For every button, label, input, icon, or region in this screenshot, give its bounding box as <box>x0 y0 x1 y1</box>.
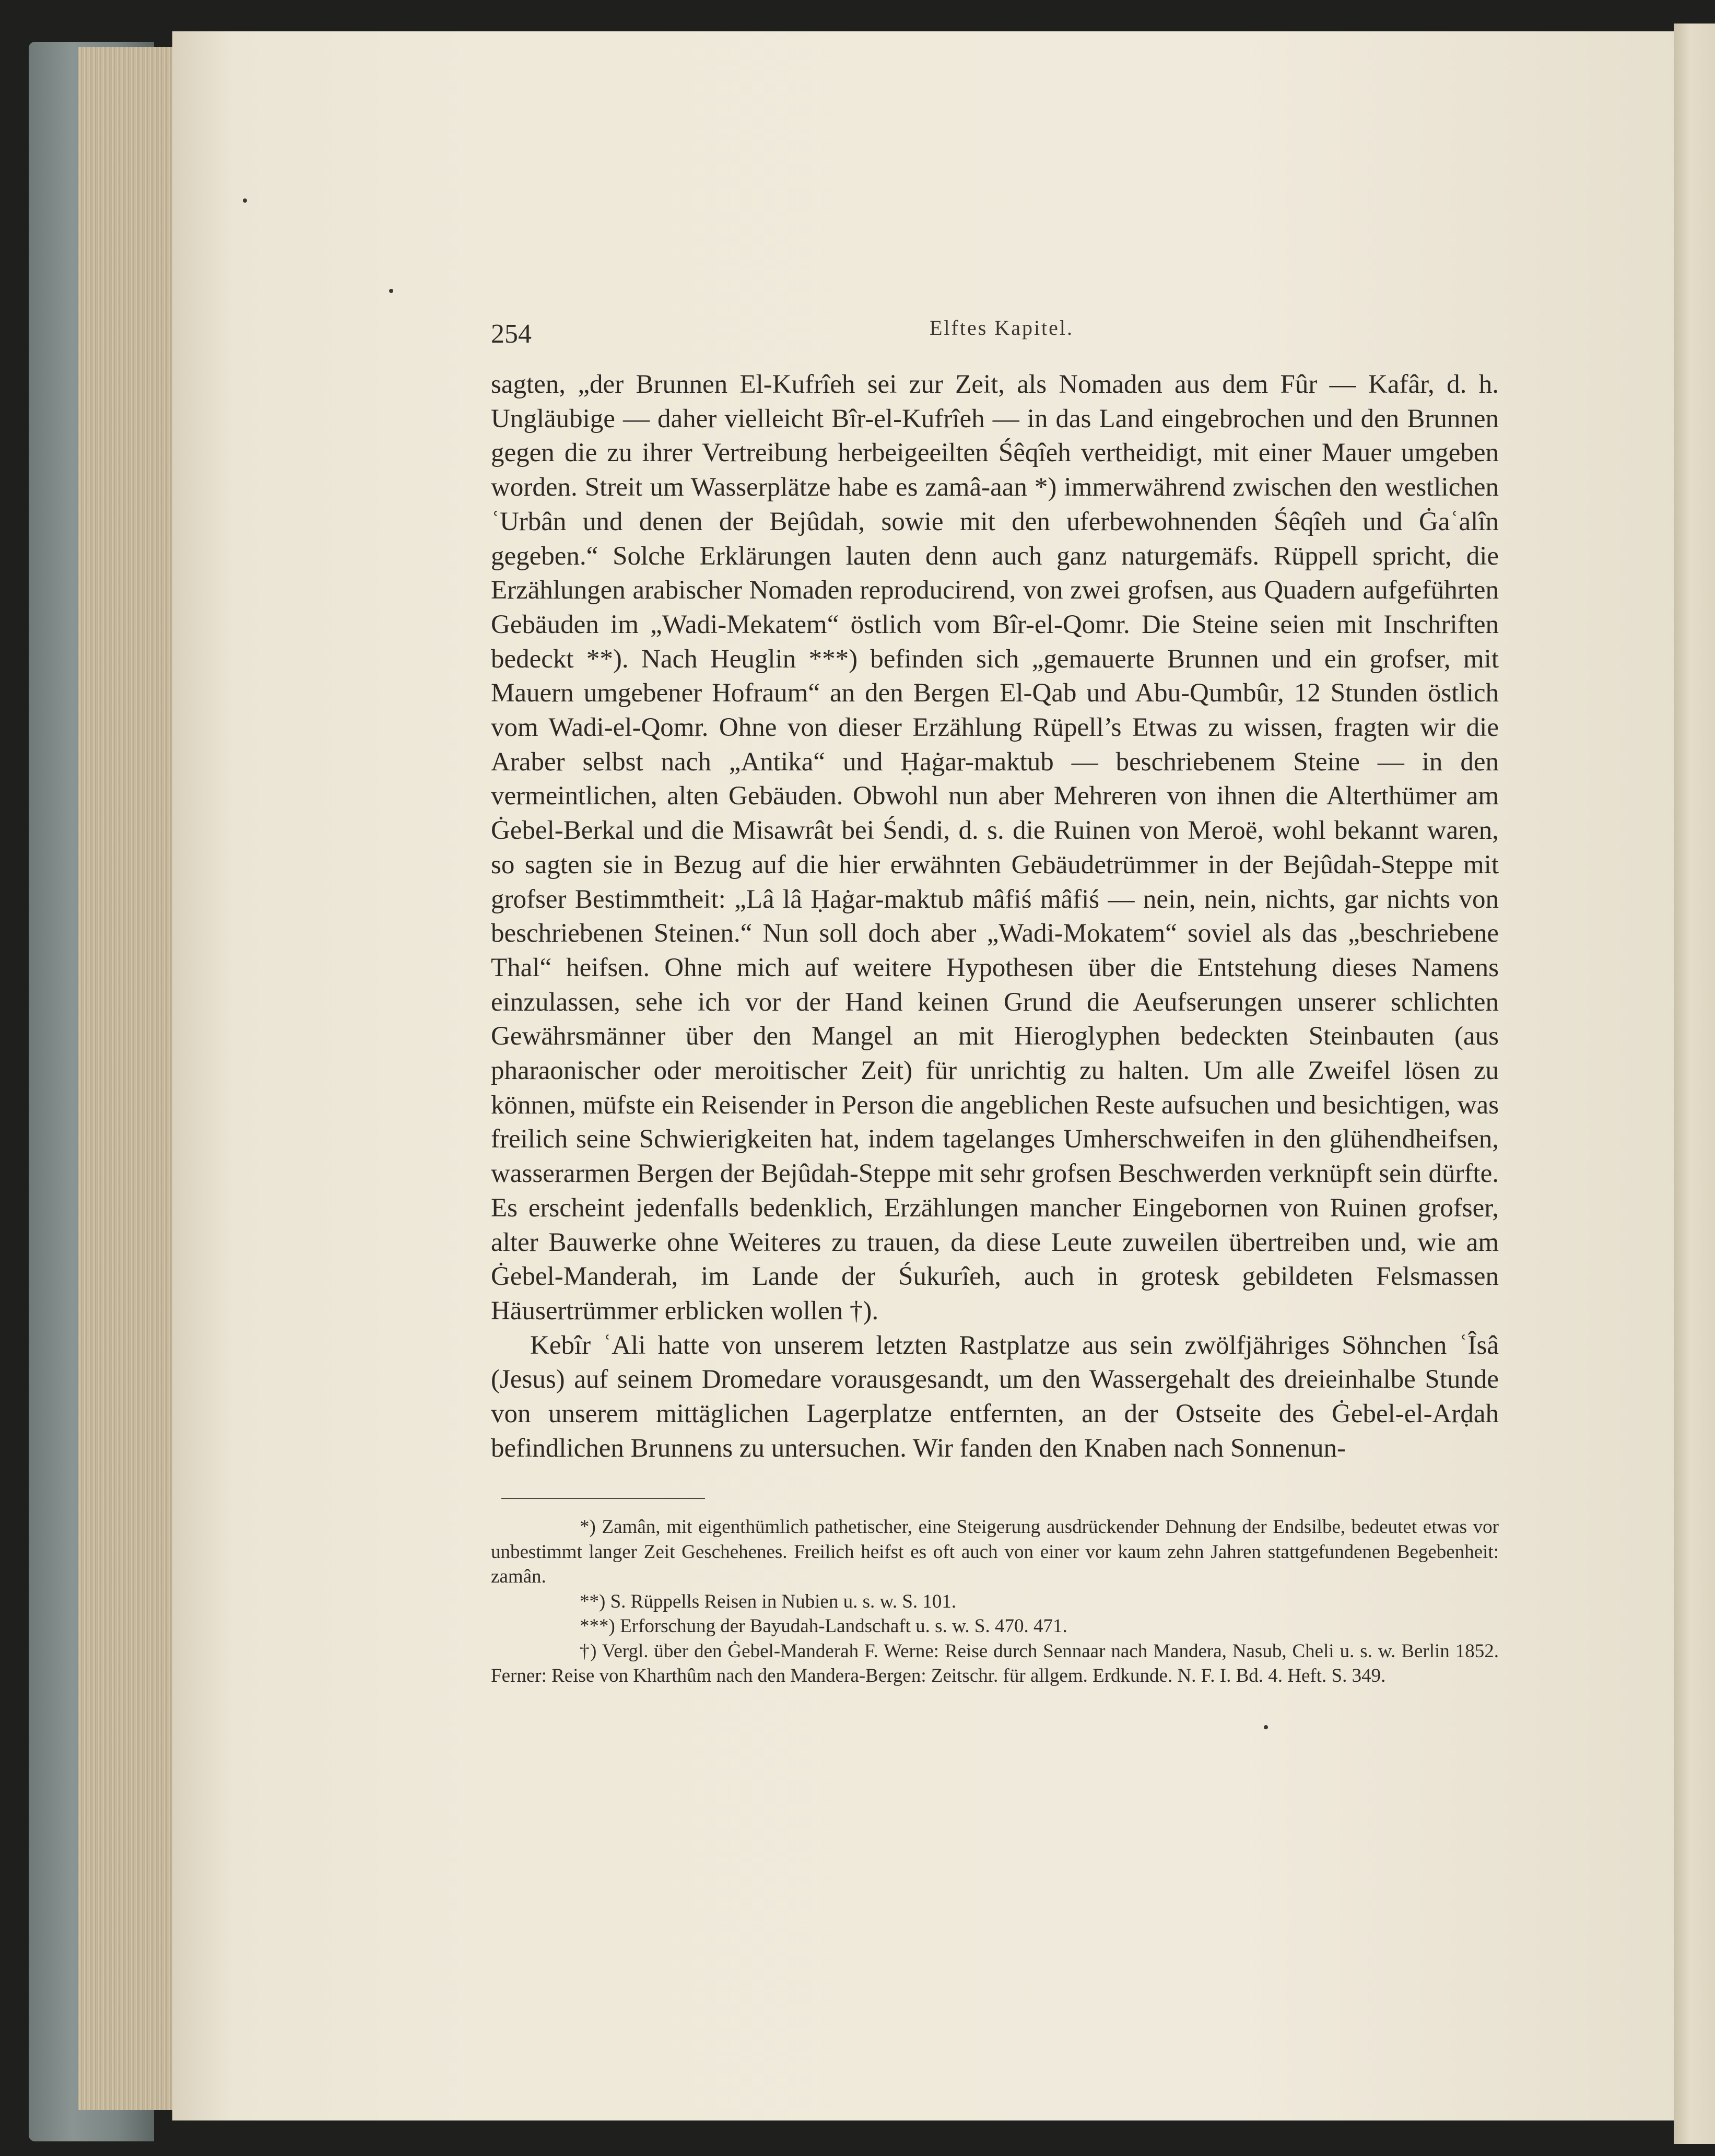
page-number: 254 <box>491 319 532 349</box>
footnotes <box>491 1515 1499 1689</box>
running-head: Elftes Kapitel. <box>930 316 1074 339</box>
footnote-2: **) S. Rüppells Reisen in Nubien u. s. w. S. 101. <box>580 1590 957 1612</box>
paper-speck <box>243 198 247 203</box>
footnote-1: *) Zamân, mit eigenthümlich pathetischer, eine Steigerung ausdrückender Dehnung der Endsilbe, bedeutet etwas vor unbestimmt langer Zeit Geschehenes. Freilich heifst es oft auch von einer vor kaum zehn Jahren stattgefundenen Begebenheit: zamân. <box>491 1516 1499 1587</box>
footnote-4: †) Vergl. über den Ġebel-Manderah F. Werne: Reise durch Sennaar nach Mandera, Nasub, Cheli u. s. w. Berlin 1852. Ferner: Reise von Kharthûm nach den Mandera-Bergen: Zeitschr. für allgem. Erdkunde. N. F. I. Bd. 4. Heft. S. 349. <box>491 1640 1499 1686</box>
footnote-divider <box>501 1498 705 1499</box>
paragraph-1: sagten, „der Brunnen El-Kufrîeh sei zur Zeit, als Nomaden aus dem Fûr — Kafâr, d. h. Ungläubige — daher vielleicht Bîr-el-Kufrîeh — in das Land eingebrochen und den Brunnen gegen die zu ihrer Vertreibung herbeigeeilten Śêqîeh vertheidigt, mit einer Mauer umgeben worden. Streit um Wasserplätze habe es zamâ-aan *) immerwährend zwischen den westlichen ʿUrbân und denen der Bejûdah, sowie mit den uferbewohnenden Śêqîeh und Ġaʿalîn gegeben.“ Solche Erklärungen lauten denn auch ganz naturgemäfs. Rüppell spricht, die Erzählungen arabischer Nomaden reproducirend, von zwei grofsen, aus Quadern aufgeführten Gebäuden im „Wadi-Mekatem“ östlich vom Bîr-el-Qomr. Die Steine seien mit Inschriften bedeckt **). Nach Heuglin ***) befinden sich „gemauerte Brunnen und ein grofser, mit Mauern umgebener Hofraum“ an den Bergen El-Qab und Abu-Qumbûr, 12 Stunden östlich vom Wadi-el-Qomr. Ohne von dieser Erzählung Rüpell’s Etwas zu wissen, fragten wir die Araber selbst nach „Antika“ und Ḥaġar-maktub — beschriebenem Steine — in den vermeintlichen, alten Gebäuden. Obwohl nun aber Mehreren von ihnen die Alterthümer am Ġebel-Berkal und die Misawrât bei Śendi, d. s. die Ruinen von Meroë, wohl bekannt waren, so sagten sie in Bezug auf die hier erwähnten Gebäudetrümmer in der Bejûdah-Steppe mit grofser Bestimmtheit: „Lâ lâ Ḥaġar-maktub mâfiś mâfiś — nein, nein, nichts, gar nichts von beschriebenen Steinen.“ Nun soll doch aber „Wadi-Mokatem“ soviel als das „beschriebene Thal“ heifsen. Ohne mich auf weitere Hypothesen über die Entstehung dieses Namens einzulassen, sehe ich vor der Hand keinen Grund die Aeufserungen unserer schlichten Gewährsmänner über den Mangel an mit Hieroglyphen bedeckten Steinbauten (aus pharaonischer oder meroitischer Zeit) für unrichtig zu halten. Um alle Zweifel lösen zu können, müfste ein Reisender in Person die angeblichen Reste aufsuchen und besichtigen, was freilich seine Schwierigkeiten hat, indem tagelanges Umherschweifen in den glühendheifsen, wasserarmen Bergen der Bejûdah-Steppe mit sehr grofsen Beschwerden verknüpft sein dürfte. Es erscheint jedenfalls bedenklich, Erzählungen mancher Eingebornen von Ruinen grofser, alter Bauwerke ohne Weiteres zu trauen, da diese Leute zuweilen übertreiben und, wie am Ġebel-Manderah, im Lande der Śukurîeh, auch in grotesk gebildeten Felsmassen Häusertrümmer erblicken wollen †). <box>491 370 1499 1326</box>
paper-speck <box>1264 1725 1268 1729</box>
footnote-3: ***) Erforschung der Bayudah-Landschaft u. s. w. S. 470. 471. <box>580 1615 1067 1637</box>
paragraph-2: Kebîr ʿAli hatte von unserem letzten Rastplatze aus sein zwölfjähriges Söhnchen ʿÎsâ (Jesus) auf seinem Dromedare vorausgesandt, um den Wassergehalt des dreieinhalbe Stunde von unserem mittäglichen Lagerplatze entfernten, an der Ostseite des Ġebel-el-Arḍah befindlichen Brunnens zu untersuchen. Wir fanden den Knaben nach Sonnenun- <box>491 1330 1499 1463</box>
body-text <box>491 368 1499 1466</box>
paper-speck <box>389 289 393 293</box>
facing-page-edge <box>1674 24 1715 2144</box>
